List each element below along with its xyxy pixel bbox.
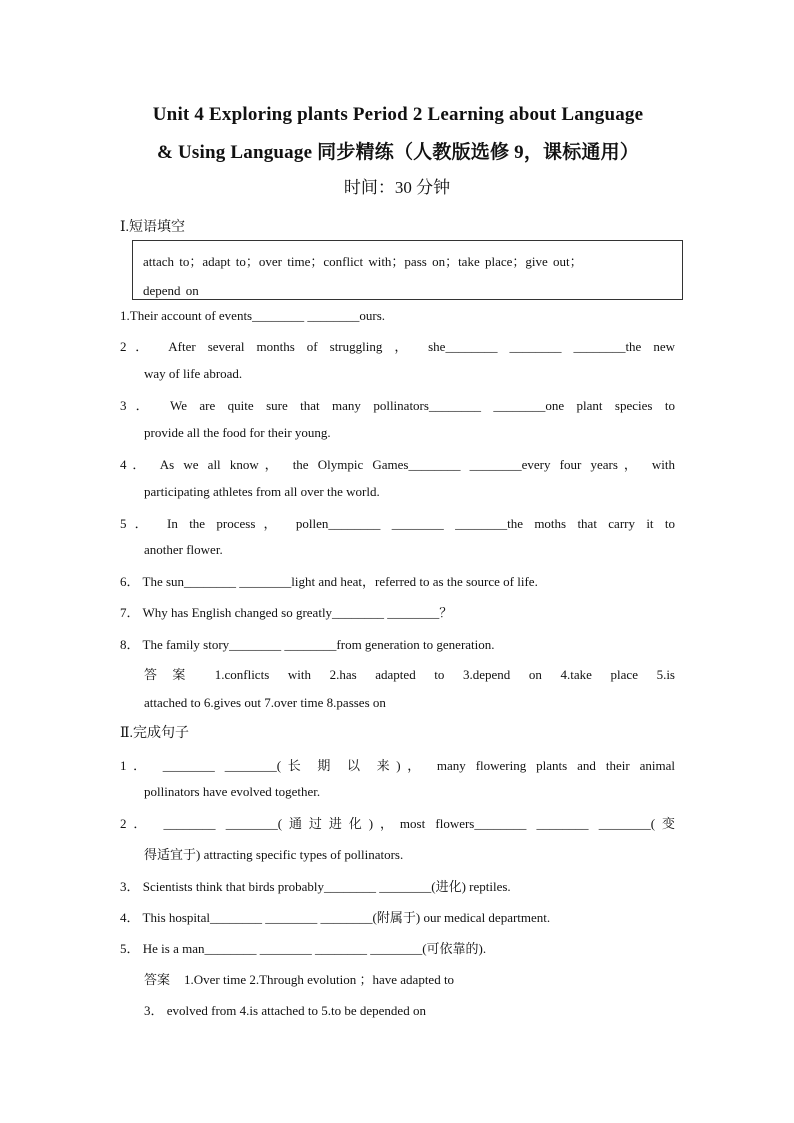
section2-answer-cont: 3． evolved from 4.is attached to 5.to be depended on <box>144 1003 426 1018</box>
question-3: 3． We are quite sure that many pollinators________ ________one plant species to <box>120 398 675 413</box>
answer-text-2: 1.Over time 2.Through evolution ；have adapted to <box>184 972 455 987</box>
question-6: 6． The sun________ ________light and heat，referred to as the source of life. <box>120 574 538 589</box>
question-3-cont: provide all the food for their young. <box>144 425 331 440</box>
question-5-cont: another flower. <box>144 542 223 557</box>
document-title <box>118 96 678 172</box>
question-7: 7． Why has English changed so greatly________ ________？ <box>120 605 453 620</box>
question-4: 4． As we all know， the Olympic Games________ ________every four years， with <box>120 457 675 472</box>
question-1: 1.Their account of events________ ________ours. <box>120 308 386 323</box>
section1-answer <box>144 664 675 683</box>
section2-heading: Ⅱ.完成句子 <box>120 726 190 741</box>
sentence-3: 3． Scientists think that birds probably________ ________(进化) reptiles. <box>120 879 511 894</box>
sentence-1: 1． ________ ________(长 期 以 来)， many flowering plants and their animal <box>120 758 675 773</box>
phrase-box-line-1: attach to；adapt to；over time；conflict with；pass on；take place；give out； <box>143 254 583 269</box>
sentence-1-cont: pollinators have evolved together. <box>144 784 321 799</box>
section1-heading: Ⅰ.短语填空 <box>120 220 186 235</box>
question-4-cont: participating athletes from all over the world. <box>144 484 380 499</box>
phrase-box-line-2: depend on <box>143 283 199 298</box>
section2-answer <box>144 969 675 988</box>
answer-label-2: 答案 <box>144 973 171 988</box>
answer-text-1: 1.conflicts with 2.has adapted to 3.depend on 4.take place 5.is <box>214 667 675 682</box>
question-5: 5． In the process， pollen________ ________ ________the moths that carry it to <box>120 516 675 531</box>
sentence-4: 4． This hospital________ ________ ________(附属于) our medical department. <box>120 910 551 925</box>
sentence-2: 2． ________ ________(通过进化)，most flowers________ ________ ________(变 <box>120 816 675 831</box>
section1-answer-cont: attached to 6.gives out 7.over time 8.passes on <box>144 695 386 710</box>
title-line-2: & Using Language 同步精练（人教版选修 9，课标通用） <box>156 142 640 163</box>
phrase-box <box>132 240 683 300</box>
title-line-1: Unit 4 Exploring plants Period 2 Learning about Language <box>152 104 644 125</box>
time-limit: 时间：30 分钟 <box>343 178 451 197</box>
question-2: 2． After several months of struggling ， she________ ________ ________the new <box>120 339 675 354</box>
sentence-5: 5． He is a man________ ________ ________ ________(可依靠的). <box>120 941 487 956</box>
sentence-2-cont: 得适宜于) attracting specific types of pollinators. <box>144 847 404 862</box>
answer-label: 答案 <box>144 668 201 683</box>
question-2-cont: way of life abroad. <box>144 366 243 381</box>
question-8: 8． The family story________ ________from generation to generation. <box>120 637 495 652</box>
